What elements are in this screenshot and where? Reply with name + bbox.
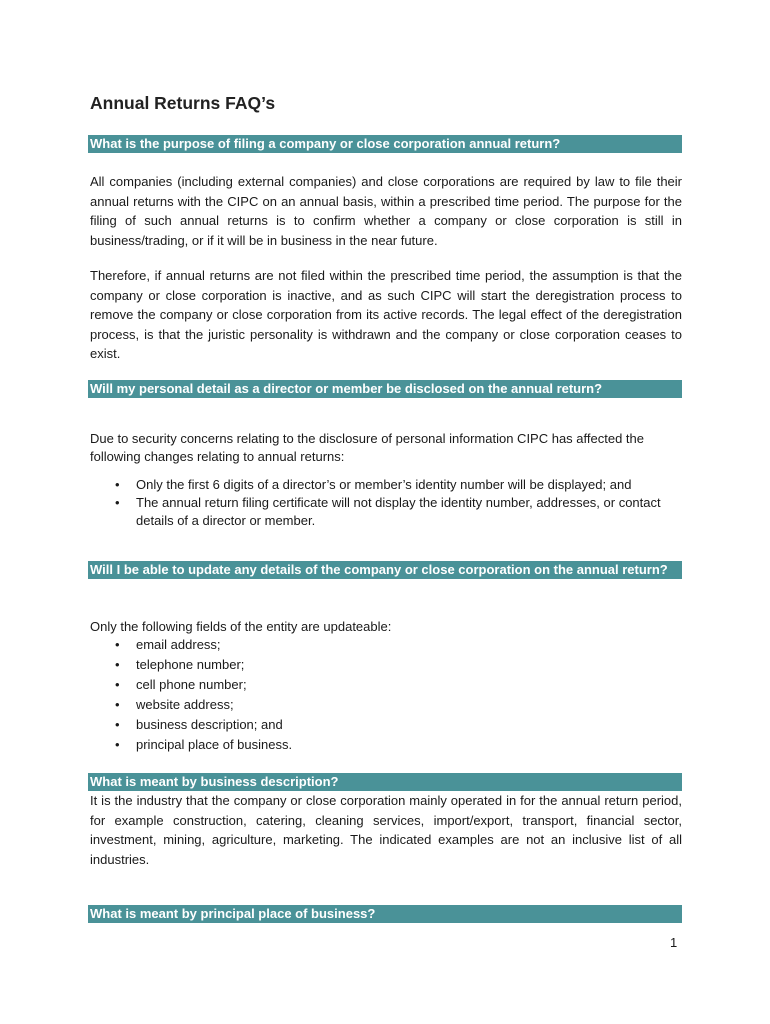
bullet-glyph: • bbox=[115, 737, 120, 752]
bullet-glyph: • bbox=[115, 477, 120, 492]
question-heading-principal-place: What is meant by principal place of business? bbox=[88, 905, 682, 923]
list-item: • website address; bbox=[90, 695, 682, 715]
list-item: • email address; bbox=[90, 635, 682, 655]
question-heading-update-details: Will I be able to update any details of the company or close corporation on the annual return? bbox=[88, 561, 682, 579]
bullet-glyph: • bbox=[115, 677, 120, 692]
answer-paragraph: All companies (including external companies) and close corporations are required by law to file their annual returns with the CIPC on an annual basis, within a prescribed time period. The purpose for the filing of such annual returns is to confirm whether a company or close corporation is still in business/trading, or if it will be in business in the near future. bbox=[90, 174, 682, 248]
page-number: 1 bbox=[670, 935, 678, 950]
question-heading-purpose: What is the purpose of filing a company or close corporation annual return? bbox=[88, 135, 682, 153]
list-item: • Only the first 6 digits of a director’s or member’s identity number will be displayed; and bbox=[115, 477, 632, 492]
bullet-glyph: • bbox=[115, 657, 120, 672]
document-title: Annual Returns FAQ’s bbox=[90, 93, 276, 113]
list-item: • telephone number; bbox=[90, 655, 682, 675]
bullet-list bbox=[90, 476, 682, 530]
question-heading-business-description: What is meant by business description? bbox=[88, 773, 682, 791]
bullet-glyph: • bbox=[115, 637, 120, 652]
list-item: • cell phone number; bbox=[90, 675, 682, 695]
answer-paragraph: Due to security concerns relating to the disclosure of personal information CIPC has affected the following changes relating to annual returns: bbox=[90, 431, 644, 464]
list-item: • business description; and bbox=[90, 715, 682, 735]
answer-paragraph: Only the following fields of the entity are updateable: bbox=[90, 619, 392, 634]
bullet-glyph: • bbox=[115, 495, 120, 510]
question-heading-personal-detail: Will my personal detail as a director or member be disclosed on the annual return? bbox=[88, 380, 682, 398]
answer-paragraph: It is the industry that the company or close corporation mainly operated in for the annual return period, for example construction, catering, cleaning services, import/export, transport, financial sector, investment, mining, agriculture, marketing. The indicated examples are not an inclusive list of all industries. bbox=[90, 793, 682, 867]
bullet-glyph: • bbox=[115, 697, 120, 712]
bullet-list bbox=[90, 635, 682, 755]
bullet-glyph: • bbox=[115, 717, 120, 732]
list-item: • The annual return filing certificate will not display the identity number, addresses, or contact details of a director or member. bbox=[115, 495, 661, 528]
list-item: • principal place of business. bbox=[90, 735, 682, 755]
answer-paragraph: Therefore, if annual returns are not filed within the prescribed time period, the assumption is that the company or close corporation is inactive, and as such CIPC will start the deregistration process to remove the company or close corporation from its active records. The legal effect of the deregistration process, is that the juristic personality is withdrawn and the company or close corporation ceases to exist. bbox=[90, 268, 682, 361]
